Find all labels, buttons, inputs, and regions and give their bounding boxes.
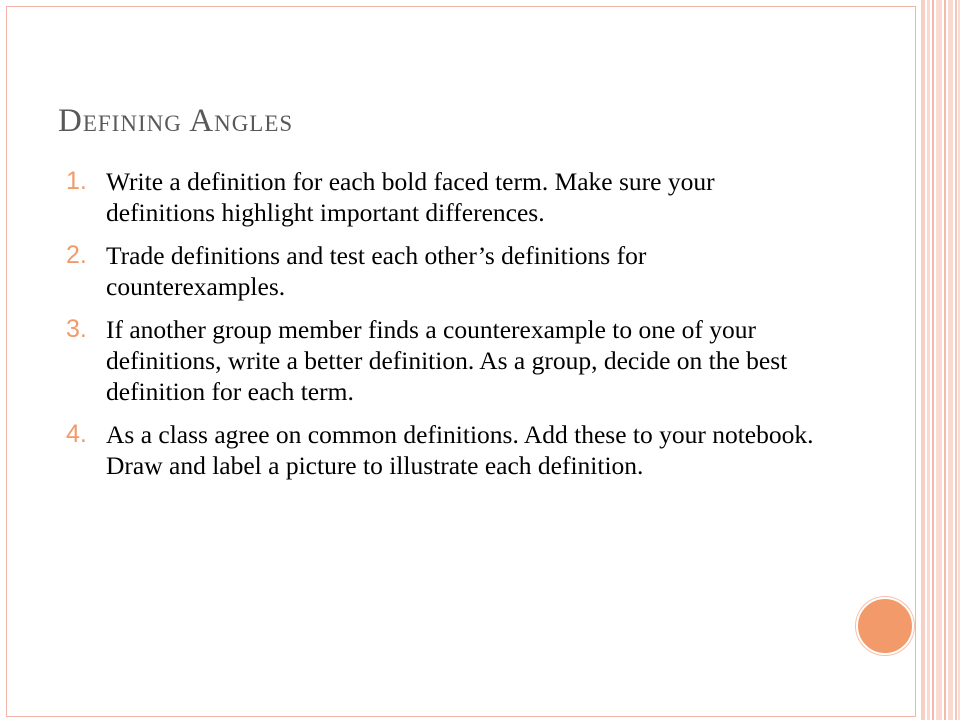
list-item-number: 1. <box>66 167 87 195</box>
stripe <box>921 0 925 720</box>
numbered-list <box>66 166 826 493</box>
list-item <box>66 314 826 407</box>
list-item-text: Trade definitions and test each other’s definitions for counterexamples. <box>106 241 647 301</box>
stripe <box>932 0 934 720</box>
stripe <box>955 0 957 720</box>
list-item-number: 4. <box>66 420 87 448</box>
stripe <box>944 0 946 720</box>
list-item <box>66 419 826 481</box>
decorative-stripe-band <box>921 0 960 720</box>
slide-title: Defining Angles <box>58 103 294 139</box>
list-item-number: 3. <box>66 315 87 343</box>
stripe <box>936 0 942 720</box>
list-item-number: 2. <box>66 241 87 269</box>
list-item-text: As a class agree on common definitions. Add these to your notebook. Draw and label a picture to illustrate each definition. <box>106 420 814 480</box>
list-item <box>66 240 826 302</box>
list-item <box>66 166 826 228</box>
stripe <box>927 0 930 720</box>
stripe <box>948 0 953 720</box>
list-item-text: If another group member finds a counterexample to one of your definitions, write a better definition. As a group, decide on the best definition for each term. <box>106 315 788 406</box>
list-item-text: Write a definition for each bold faced term. Make sure your definitions highlight important differences. <box>106 167 715 227</box>
decorative-circle <box>856 597 914 655</box>
